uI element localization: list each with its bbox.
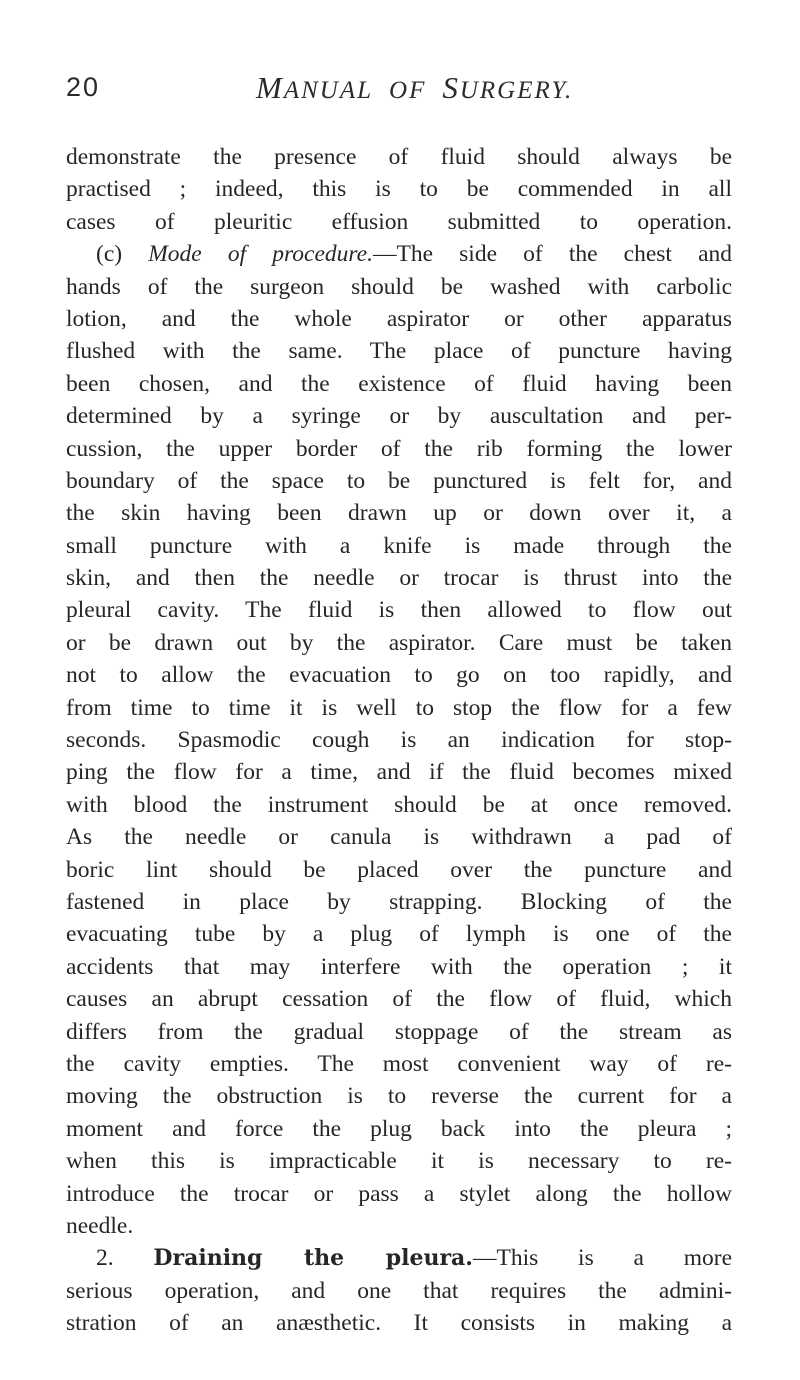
subsection-c-text: —The side of the chest and	[372, 241, 733, 268]
text-line: pleural cavity. The fluid is then allowed to flow out	[66, 597, 732, 624]
text-line: or be drawn out by the aspirator. Care must be taken	[66, 629, 732, 656]
running-title-urgery: URGERY	[459, 77, 565, 104]
subsection-c-title: Mode of procedure.	[148, 241, 373, 268]
text-line: small puncture with a knife is made through the	[66, 532, 732, 559]
running-title-initial-m: M	[256, 70, 284, 105]
running-title-anual: ANUAL	[283, 77, 374, 104]
text-line: serious operation, and one that requires the admini-	[66, 1277, 732, 1304]
running-title	[256, 70, 573, 106]
text-line: the cavity empties. The most convenient way of re-	[66, 1050, 732, 1077]
text-line: causes an abrupt cessation of the flow of fluid, which	[66, 986, 732, 1013]
text-line: seconds. Spasmodic cough is an indication for stop-	[66, 727, 732, 754]
text-line: As the needle or canula is withdrawn a pad of	[66, 824, 732, 851]
text-line: fastened in place by strapping. Blocking of the	[66, 888, 732, 915]
text-line: ping the flow for a time, and if the fluid becomes mixed	[66, 759, 732, 786]
section-2-heading-line	[66, 1242, 732, 1274]
text-line: from time to time it is well to stop the flow for a few	[66, 694, 732, 721]
running-title-of: OF	[389, 77, 427, 104]
subsection-c-heading-line	[66, 238, 732, 270]
text-line: demonstrate the presence of fluid should always be	[66, 144, 732, 170]
section-2-number: 2.	[96, 1245, 154, 1272]
text-line: evacuating tube by a plug of lymph is one of the	[66, 921, 732, 948]
text-line: differs from the gradual stoppage of the stream as	[66, 1018, 732, 1045]
text-line: boric lint should be placed over the puncture and	[66, 856, 732, 883]
text-line: flushed with the same. The place of puncture having	[66, 338, 732, 365]
page-number: 20	[66, 72, 101, 102]
text-line: lotion, and the whole aspirator or other apparatus	[66, 305, 732, 332]
text-line: with blood the instrument should be at once removed.	[66, 791, 732, 818]
text-line: moment and force the plug back into the pleura ;	[66, 1115, 732, 1142]
section-2-text: —This is a more	[472, 1245, 732, 1272]
running-title-period: .	[564, 77, 574, 104]
text-line: hands of the surgeon should be washed with carbolic	[66, 273, 732, 300]
text-line: accidents that may interfere with the operation ; it	[66, 953, 732, 980]
text-line: determined by a syringe or by auscultation and per-	[66, 403, 732, 430]
text-line: stration of an anæsthetic. It consists in making a	[66, 1310, 732, 1337]
text-line: boundary of the space to be punctured is felt for, and	[66, 467, 732, 494]
text-line: skin, and then the needle or trocar is thrust into the	[66, 565, 732, 592]
text-line: cases of pleuritic effusion submitted to operation.	[66, 208, 732, 235]
text-line: moving the obstruction is to reverse the current for a	[66, 1083, 732, 1110]
text-line: the skin having been drawn up or down over it, a	[66, 500, 732, 527]
subsection-c-label: (c)	[96, 241, 149, 268]
text-line-paragraph-end: needle.	[66, 1212, 134, 1239]
section-2-title: Draining the pleura.	[153, 1245, 473, 1272]
text-line: not to allow the evacuation to go on too rapidly, and	[66, 662, 732, 689]
text-line: practised ; indeed, this is to be commended in all	[66, 176, 732, 203]
running-title-initial-s: S	[442, 70, 460, 105]
body-text	[66, 141, 732, 1339]
page-header	[66, 72, 726, 112]
text-line: been chosen, and the existence of fluid having been	[66, 370, 732, 397]
text-line: introduce the trocar or pass a stylet along the hollow	[66, 1180, 732, 1207]
text-line: when this is impracticable it is necessary to re-	[66, 1148, 732, 1175]
text-line: cussion, the upper border of the rib forming the lower	[66, 435, 732, 462]
